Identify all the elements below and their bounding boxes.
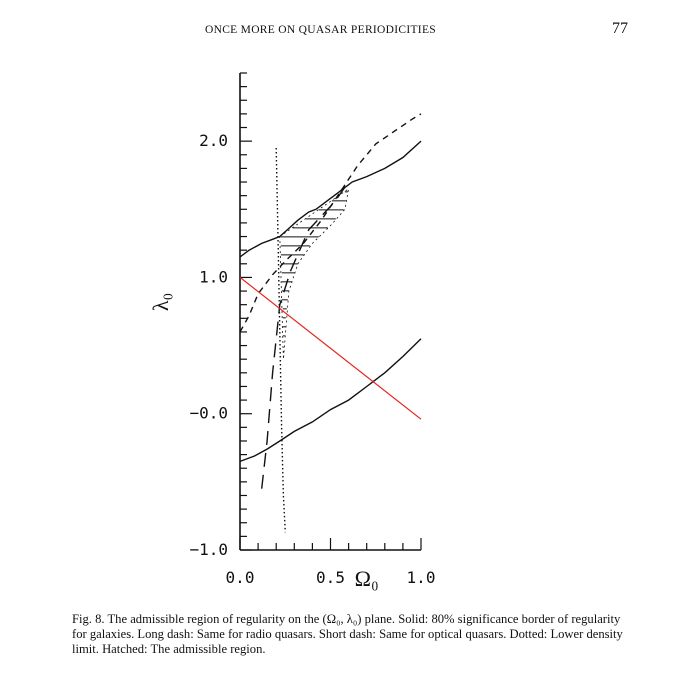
x-tick-label: 0.0 <box>225 568 255 587</box>
x-axis-label: Ω₀ <box>354 566 379 591</box>
hatch-outline <box>280 189 349 359</box>
y-tick-label: 2.0 <box>199 131 228 151</box>
page-number: 77 <box>612 20 628 37</box>
y-axis-label: λ₀ <box>148 292 173 312</box>
series-line-solid <box>240 277 421 419</box>
y-tick-label: −1.0 <box>189 540 228 559</box>
x-tick-label: 0.5 <box>316 568 345 587</box>
tick-labels <box>189 131 435 587</box>
hatched-admissible-region <box>280 189 349 359</box>
running-title: ONCE MORE ON QUASAR PERIODICITIES <box>205 24 436 36</box>
series-line-solid <box>240 141 421 257</box>
y-tick-label: 1.0 <box>199 267 228 287</box>
series-line-dotted <box>276 148 285 532</box>
series-lines <box>240 114 421 532</box>
x-tick-label: 1.0 <box>406 568 436 587</box>
y-tick-label: −0.0 <box>189 403 228 423</box>
figure-caption: Fig. 8. The admissible region of regularity on the (Ω₀, λ₀) plane. Solid: 80% significance border of regularity for galaxies. Long dash: Same for radio quasars. Short dash: Same for optical quasars. Dotted: Lower density limit. Hatched: The admissible region. <box>72 612 623 656</box>
axes <box>240 73 421 550</box>
